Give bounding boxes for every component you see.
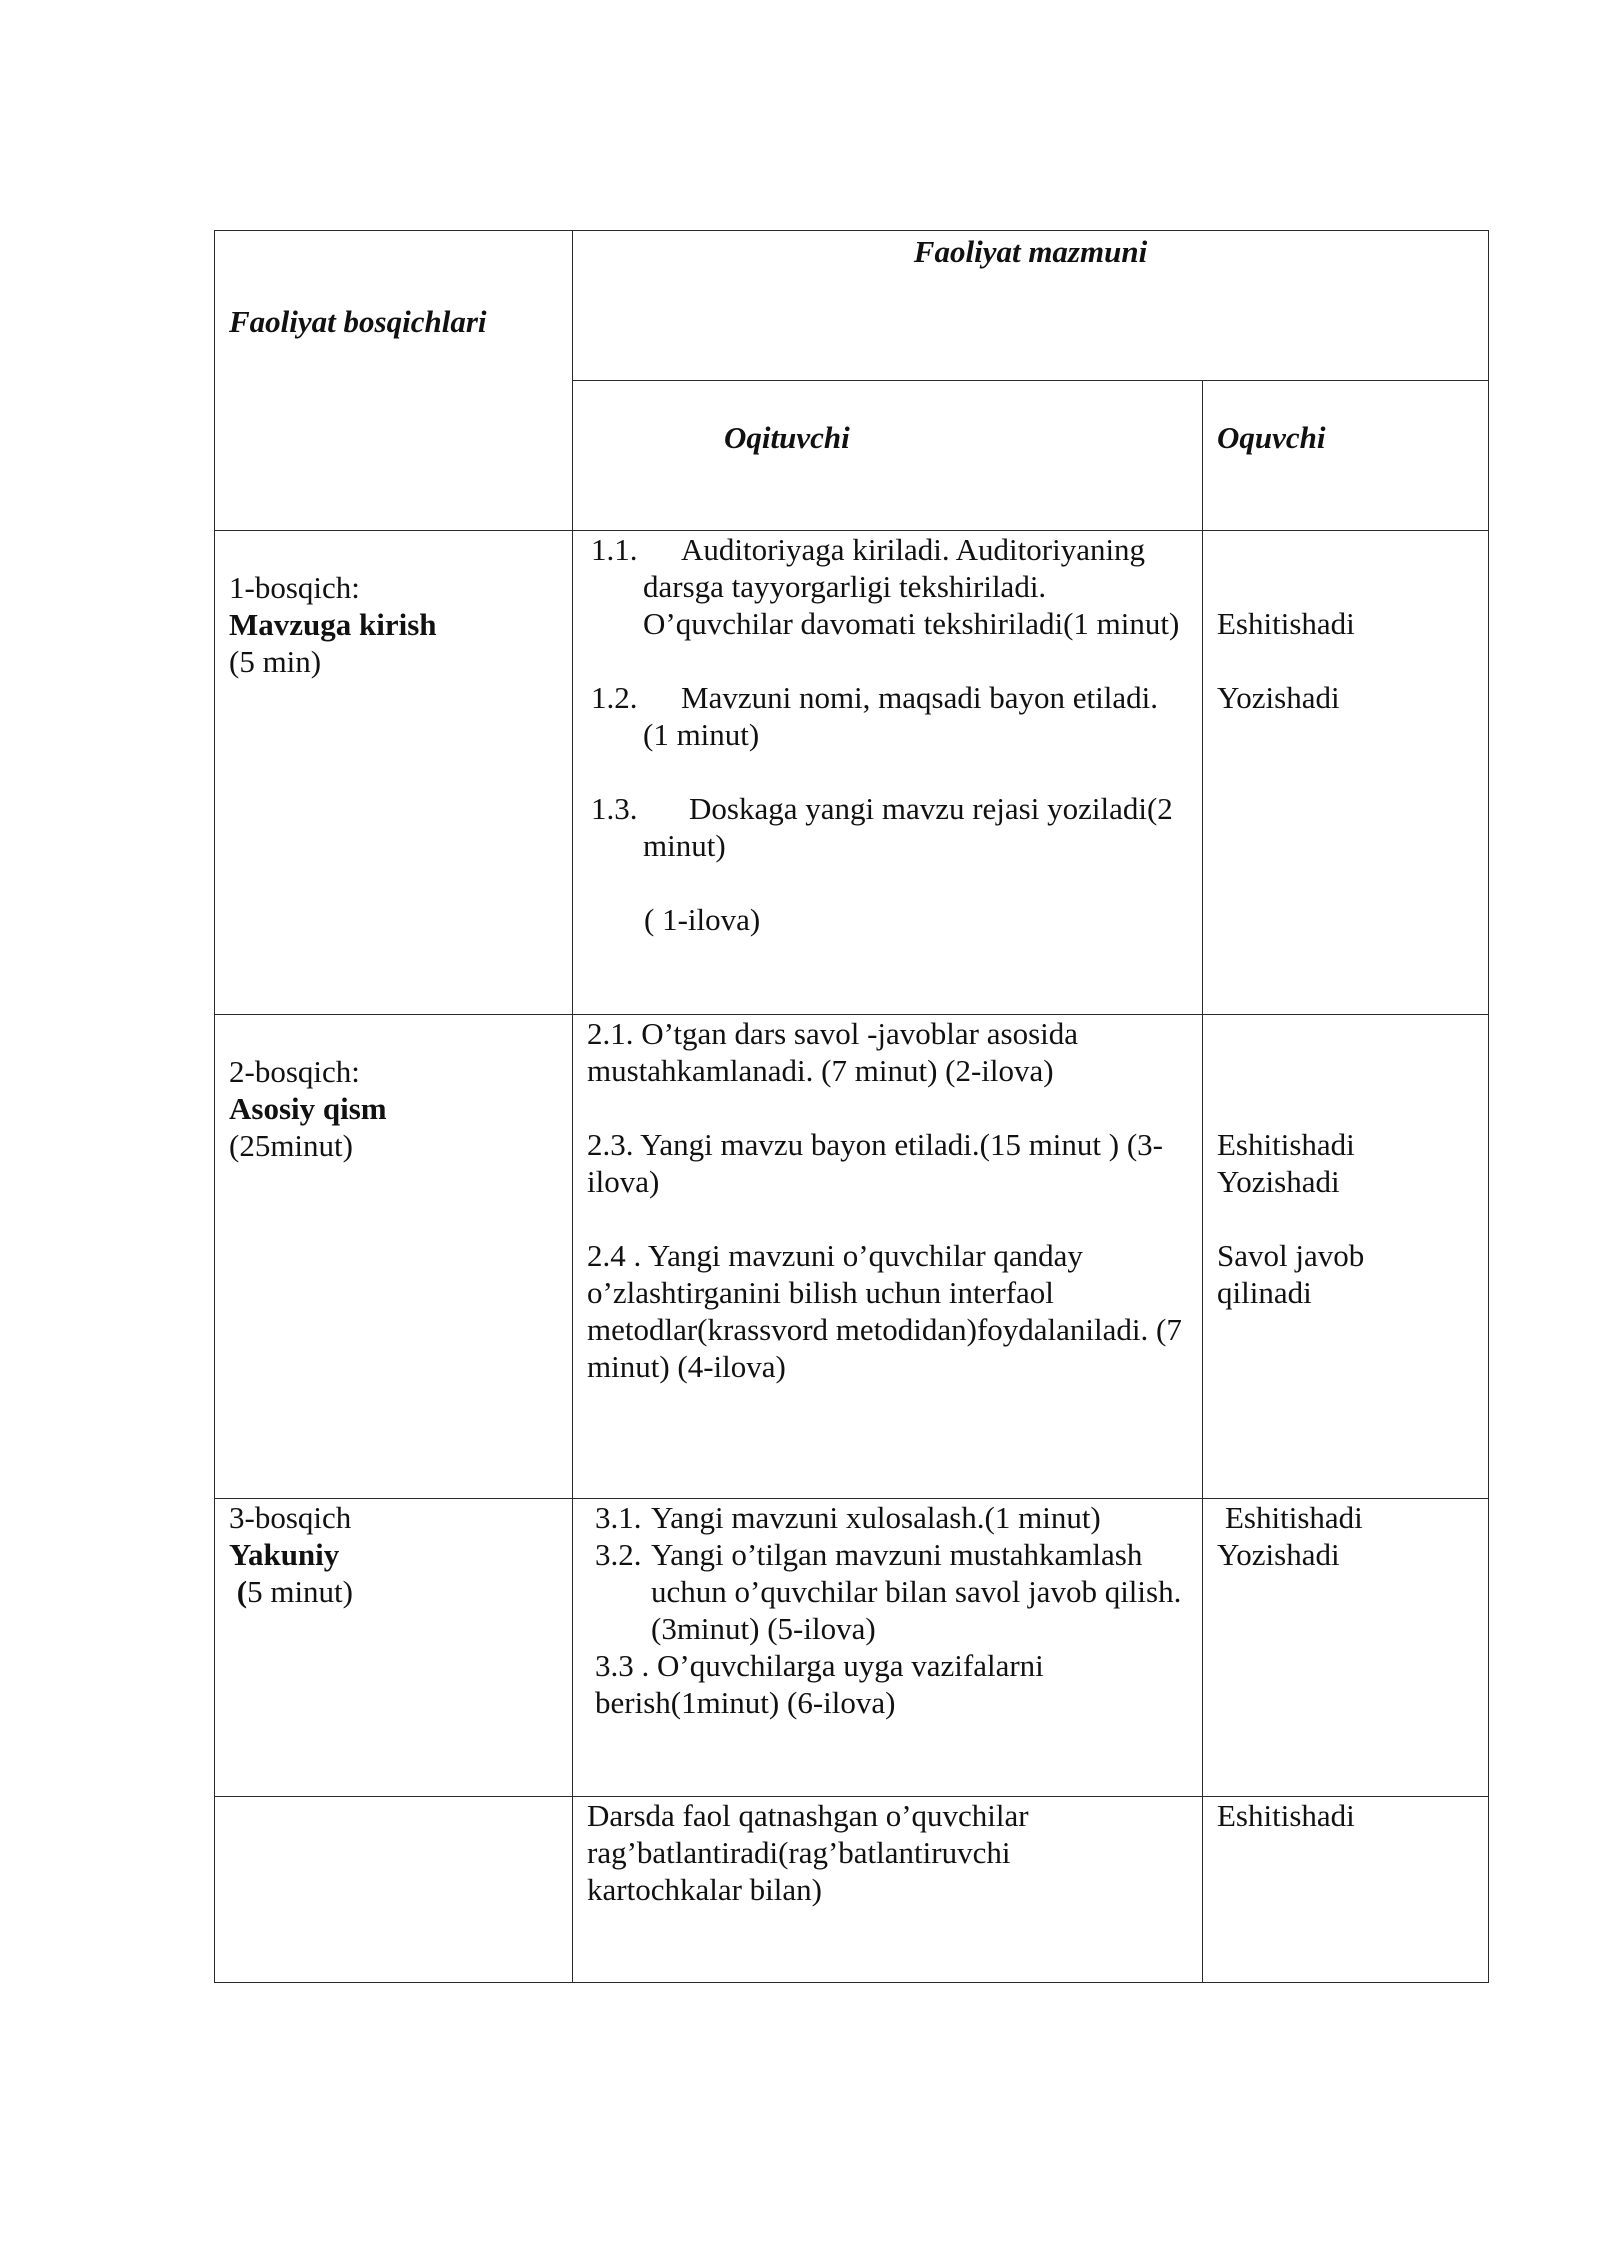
header-student-label: Oquvchi	[1217, 420, 1326, 455]
item-number: 1.2.	[591, 680, 638, 715]
stage-name: Yakuniy	[229, 1537, 340, 1572]
item-text: Doskaga yangi mavzu rejasi yoziladi(2 minut)	[643, 791, 1173, 863]
student-activity: Savol javob qilinadi	[1217, 1238, 1365, 1310]
stage-name: Mavzuga kirish	[229, 607, 437, 642]
teacher-paragraph: 2.1. O’tgan dars savol -javoblar asosida mustahkamlanadi. (7 minut) (2-ilova)	[587, 1016, 1079, 1088]
item-number: 3.2.	[595, 1537, 642, 1572]
table-row	[215, 1499, 1489, 1797]
header-teacher-cell	[573, 381, 1203, 531]
item-text: 3.3 . O’quvchilarga uyga vazifalarni berish(1minut) (6-ilova)	[595, 1648, 1044, 1720]
header-content-cell	[573, 231, 1489, 381]
teacher-cell	[573, 1797, 1203, 1983]
appendix-note: ( 1-ilova)	[644, 902, 761, 937]
stage-cell	[215, 1015, 573, 1499]
student-cell	[1203, 531, 1489, 1015]
stage-cell	[215, 531, 573, 1015]
stage-time	[229, 1573, 558, 1610]
stage-number: 1-bosqich:	[229, 570, 360, 605]
header-stages-label: Faoliyat bosqichlari	[229, 304, 487, 339]
list-item	[591, 679, 1188, 753]
teacher-cell	[573, 531, 1203, 1015]
stage-time-paren: (	[236, 1574, 248, 1609]
lesson-plan-table	[214, 230, 1489, 1983]
item-number: 3.1.	[595, 1500, 642, 1535]
student-cell	[1203, 1499, 1489, 1797]
header-content-label: Faoliyat mazmuni	[913, 234, 1148, 269]
item-text: Auditoriyaga kiriladi. Auditoriyaning darsga tayyorgarligi tekshiriladi. O’quvchilar davomati tekshiriladi(1 minut)	[643, 532, 1180, 641]
student-activity: Eshitishadi	[1225, 1500, 1363, 1535]
teacher-cell	[573, 1499, 1203, 1797]
student-activity: Eshitishadi	[1217, 1127, 1355, 1162]
stage-name: Asosiy qism	[229, 1091, 387, 1126]
stage-time: (5 min)	[229, 644, 322, 679]
item-text: Mavzuni nomi, maqsadi bayon etiladi. (1 minut)	[643, 680, 1158, 752]
student-cell	[1203, 1797, 1489, 1983]
list-item	[595, 1647, 1188, 1721]
student-activity: Yozishadi	[1217, 1537, 1340, 1572]
item-number: 1.3.	[591, 791, 638, 826]
student-cell	[1203, 1015, 1489, 1499]
stage-number: 3-bosqich	[229, 1500, 352, 1535]
teacher-cell	[573, 1015, 1203, 1499]
stage-cell	[215, 1499, 573, 1797]
student-activity: Eshitishadi	[1217, 606, 1355, 641]
table-header-row	[215, 231, 1489, 381]
stage-number: 2-bosqich:	[229, 1054, 360, 1089]
list-item	[595, 1499, 1188, 1536]
teacher-paragraph: Darsda faol qatnashgan o’quvchilar rag’batlantiradi(rag’batlantiruvchi kartochkalar bilan)	[587, 1798, 1029, 1907]
student-activity: Yozishadi	[1217, 680, 1340, 715]
item-text: Yangi mavzuni xulosalash.(1 minut)	[651, 1500, 1101, 1535]
student-activity: Eshitishadi	[1217, 1798, 1355, 1833]
table-row	[215, 1015, 1489, 1499]
table-row	[215, 1797, 1489, 1983]
table-row	[215, 531, 1489, 1015]
list-item	[591, 531, 1188, 642]
stage-cell	[215, 1797, 573, 1983]
teacher-paragraph: 2.3. Yangi mavzu bayon etiladi.(15 minut ) (3-ilova)	[587, 1127, 1163, 1199]
list-item	[595, 1536, 1188, 1647]
stage-time-rest: 5 minut)	[247, 1574, 353, 1609]
header-teacher-label: Oqituvchi	[724, 420, 850, 455]
item-number: 1.1.	[591, 532, 638, 567]
stage-time: (25minut)	[229, 1128, 353, 1163]
item-text: Yangi o’tilgan mavzuni mustahkamlash uchun o’quvchilar bilan savol javob qilish.(3minut) (5-ilova)	[651, 1537, 1182, 1646]
student-activity: Yozishadi	[1217, 1164, 1340, 1199]
header-student-cell	[1203, 381, 1489, 531]
header-stages-cell	[215, 231, 573, 531]
list-item	[591, 790, 1188, 864]
teacher-paragraph: 2.4 . Yangi mavzuni o’quvchilar qanday o’zlashtirganini bilish uchun interfaol metodlar(krassvord metodidan)foydalaniladi. (7 minut) (4-ilova)	[587, 1238, 1182, 1384]
